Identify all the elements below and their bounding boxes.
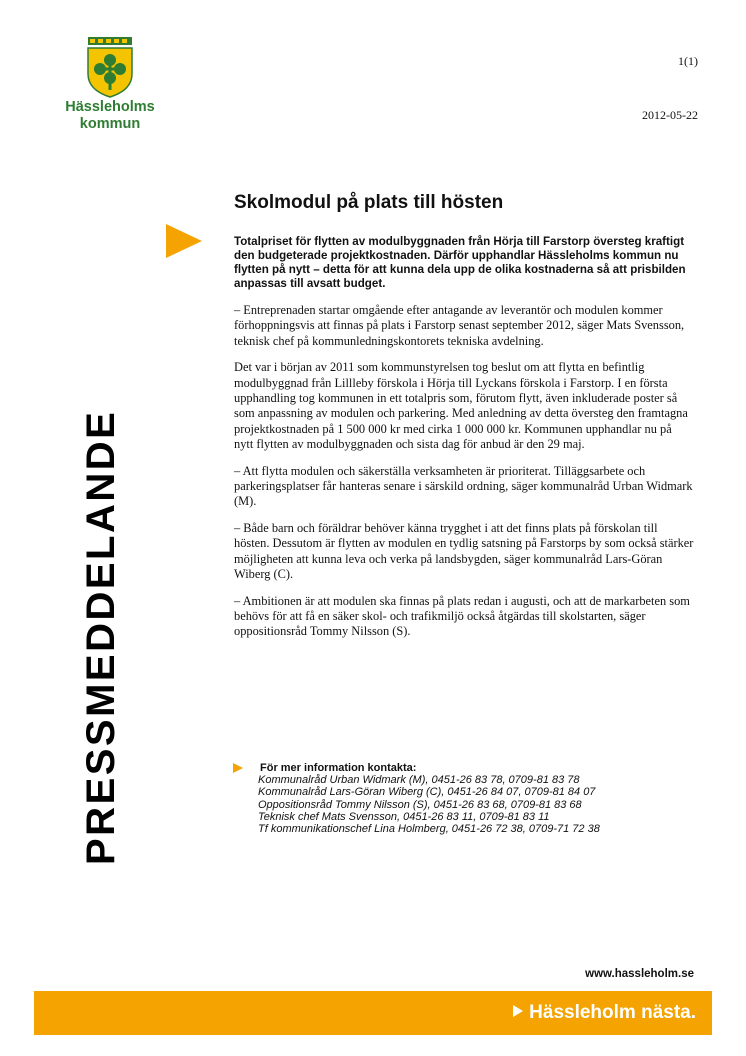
contact-line: Oppositionsråd Tommy Nilsson (S), 0451-26 83 68, 0709-81 83 68 bbox=[258, 798, 582, 811]
article-paragraph: – Både barn och föräldrar behöver känna trygghet i att det finns plats på förskolan till hösten. Dessutom är flytten av modulen en tydlig satsning på Farstorps by som också stärker möjligheten att kunna leva och verka på landsbygden, säger kommunalråd Lars-Göran Wiberg (C). bbox=[234, 520, 694, 582]
contact-line: Kommunalråd Lars-Göran Wiberg (C), 0451-26 84 07, 0709-81 84 07 bbox=[258, 786, 596, 799]
contact-line: Tf kommunikationschef Lina Holmberg, 0451-26 72 38, 0709-71 72 38 bbox=[258, 823, 600, 836]
contact-line: Kommunalråd Urban Widmark (M), 0451-26 83 78, 0709-81 83 78 bbox=[258, 774, 580, 787]
municipality-logo bbox=[62, 36, 158, 132]
press-release-label: PRESSMEDDELANDE bbox=[79, 409, 123, 865]
coat-of-arms-icon bbox=[85, 36, 135, 98]
article-title: Skolmodul på plats till hösten bbox=[234, 192, 504, 213]
contact-heading: För mer information kontakta: bbox=[260, 762, 417, 774]
website-link[interactable]: www.hassleholm.se bbox=[585, 968, 694, 980]
logo-text-line1: Hässleholms bbox=[65, 99, 155, 115]
article-body bbox=[234, 235, 694, 651]
footer-bar bbox=[34, 991, 712, 1035]
date: 2012-05-22 bbox=[642, 108, 698, 122]
page-number: 1(1) bbox=[678, 54, 698, 68]
article-lead: Totalpriset för flytten av modulbyggnaden från Hörja till Farstorp översteg kraftigt den budgeterade projektkostnaden. Därför upphandlar Hässleholms kommun nu flytten på nytt – detta för att kunna dela upp de olika kostnaderna så att prisbilden anpassas till avsatt budget. bbox=[234, 235, 686, 290]
slogan bbox=[513, 1002, 696, 1024]
arrow-right-icon bbox=[166, 224, 202, 258]
article-paragraph: – Att flytta modulen och säkerställa verksamheten är prioriterat. Tilläggsarbete och parkeringsplatser får hanteras senare i särskild ordning, säger kommunalråd Urban Widmark (M). bbox=[234, 463, 693, 509]
slogan-text: Hässleholm nästa. bbox=[529, 1002, 696, 1023]
logo-text-line2: kommun bbox=[79, 116, 141, 132]
contact-section bbox=[234, 762, 714, 835]
article-paragraph: – Ambitionen är att modulen ska finnas på plats redan i augusti, och att de markarbeten som behövs för att få en säker skol- och trafikmiljö också åtgärdas till skolstarten, säger oppositionsråd Tommy Nilsson (S). bbox=[234, 593, 690, 639]
arrow-right-icon bbox=[513, 1005, 523, 1017]
article-paragraph: Det var i början av 2011 som kommunstyrelsen tog beslut om att flytta en befintlig modulbyggnad från Lillleby förskola i Hörja till Lyckans förskola i Farstorp. I en första upphandling tog kommunen in ett totalpris som, förutom flytt, även inkluderade poster så som anpassning av modulen och parkering. Med anledning av detta översteg den framtagna projektkostnaden på 1 500 000 kr med cirka 1 000 000 kr. Kommunen upphandlar nu på nytt flytten av modulbyggnaden och sista dag för anbud är den 29 maj. bbox=[234, 360, 688, 452]
article-paragraph: – Entreprenaden startar omgående efter antagande av leverantör och modulen kommer förhoppningsvis att finnas på plats i Farstorp senast september 2012, säger Mats Svensson, teknisk chef på kommunledningskontorets tekniska avdelning. bbox=[234, 303, 685, 348]
contact-line: Teknisk chef Mats Svensson, 0451-26 83 11, 0709-81 83 11 bbox=[258, 810, 550, 823]
arrow-right-icon bbox=[233, 763, 243, 773]
